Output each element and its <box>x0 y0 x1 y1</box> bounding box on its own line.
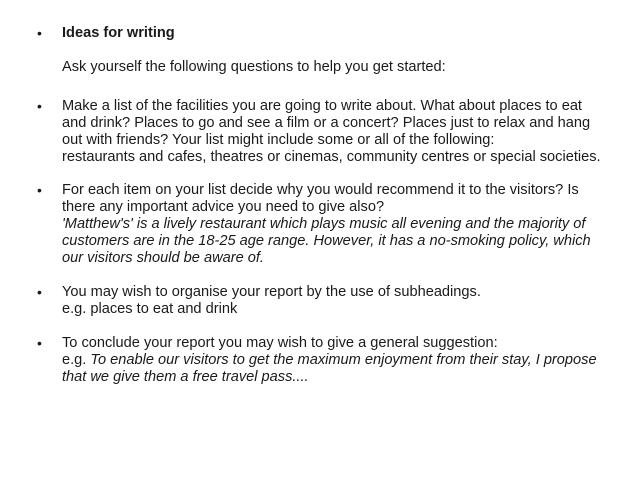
eg-prefix: e.g. <box>62 352 91 368</box>
text-line: there any important advice you need to give also? <box>62 199 385 215</box>
example-line: our visitors should be aware of. <box>62 250 264 266</box>
text-line: To conclude your report you may wish to give a general suggestion: <box>62 335 498 351</box>
text-line: For each item on your list decide why you would recommend it to the visitors? Is <box>62 182 579 198</box>
bullet-icon: • <box>37 335 42 351</box>
example-line: customers are in the 18-25 age range. However, it has a no-smoking policy, which <box>62 233 591 249</box>
text-line: restaurants and cafes, theatres or cinemas, community centres or special societies. <box>62 149 601 165</box>
text-line: e.g. places to eat and drink <box>62 301 238 317</box>
bullet-icon: • <box>37 98 42 114</box>
text-line: Make a list of the facilities you are going to write about. What about places to eat <box>62 98 582 114</box>
bullet-icon: • <box>37 284 42 300</box>
text-line: You may wish to organise your report by the use of subheadings. <box>62 284 481 300</box>
text-line: out with friends? Your list might include some or all of the following: <box>62 132 495 148</box>
example-line: that we give them a free travel pass.... <box>62 369 309 385</box>
text-line: and drink? Places to go and see a film or a concert? Places just to relax and hang <box>62 115 591 131</box>
bullet-icon: • <box>37 25 42 41</box>
heading-ideas-for-writing: Ideas for writing <box>62 25 175 41</box>
bullet-icon: • <box>37 182 42 198</box>
example-line: 'Matthew's' is a lively restaurant which plays music all evening and the majority of <box>62 216 586 232</box>
example-line-with-prefix <box>62 352 622 369</box>
intro-text: Ask yourself the following questions to help you get started: <box>62 59 446 75</box>
example-text: To enable our visitors to get the maximum enjoyment from their stay, I propose <box>90 352 597 368</box>
